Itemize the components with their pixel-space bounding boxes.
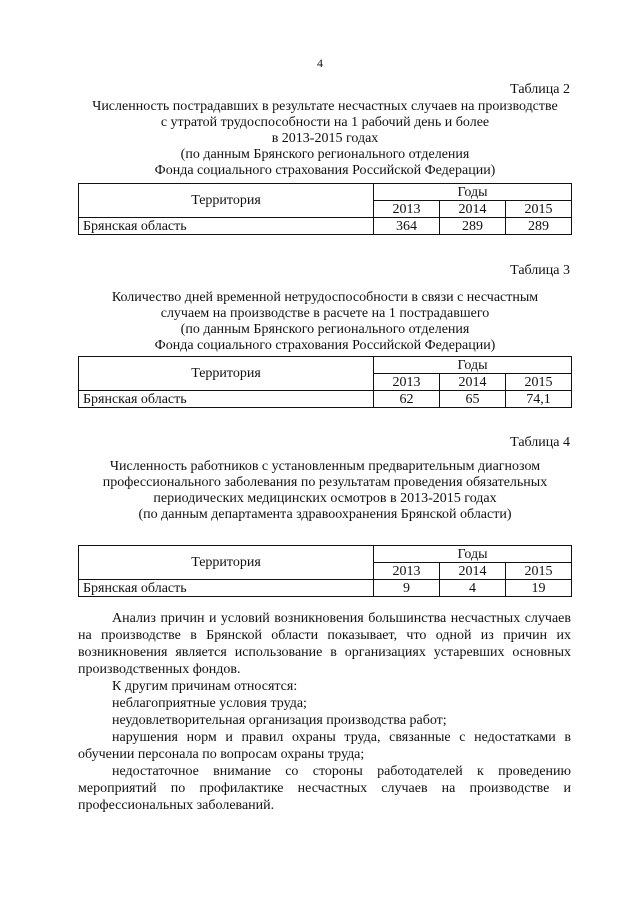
year-cell: 2013 xyxy=(374,201,440,218)
table4-caption xyxy=(60,459,590,523)
value-cell: 289 xyxy=(440,218,506,235)
value-cell: 65 xyxy=(440,391,506,408)
header-territory: Территория xyxy=(79,184,374,218)
value-cell: 364 xyxy=(374,218,440,235)
year-cell: 2014 xyxy=(440,201,506,218)
table-row xyxy=(79,218,572,235)
table-row xyxy=(79,580,572,597)
year-cell: 2013 xyxy=(374,563,440,580)
caption-line: профессионального заболевания по результатам проведения обязательных xyxy=(102,475,548,490)
paragraph: Анализ причин и условий возникновения большинства несчастных случаев на производстве в Брянской области показывает, что одной из причин их возникновения является использование в организациях устаревших основных производственных фондов. xyxy=(78,611,571,677)
table2-label: Таблица 2 xyxy=(510,82,570,97)
header-territory: Территория xyxy=(79,357,374,391)
paragraph: К другим причинам относятся: xyxy=(112,679,298,694)
value-cell: 19 xyxy=(506,580,572,597)
table2 xyxy=(78,183,572,235)
table2-caption xyxy=(60,99,590,179)
caption-line: Численность пострадавших в результате несчастных случаев на производстве xyxy=(92,99,558,114)
caption-line: (по данным департамента здравоохранения Брянской области) xyxy=(138,507,512,522)
list-item: неудовлетворительная организация производства работ; xyxy=(112,713,447,728)
caption-line: случаем на производстве в расчете на 1 пострадавшего xyxy=(160,306,490,321)
table3-caption xyxy=(60,290,590,354)
value-cell: 62 xyxy=(374,391,440,408)
value-cell: 289 xyxy=(506,218,572,235)
row-name: Брянская область xyxy=(79,218,374,235)
page-number: 4 xyxy=(317,56,323,70)
header-territory: Территория xyxy=(79,546,374,580)
caption-line: Фонда социального страхования Российской Федерации) xyxy=(154,163,496,178)
year-cell: 2015 xyxy=(506,374,572,391)
list-item: неблагоприятные условия труда; xyxy=(112,696,307,711)
header-years: Годы xyxy=(374,546,572,563)
value-cell: 4 xyxy=(440,580,506,597)
year-cell: 2013 xyxy=(374,374,440,391)
table4 xyxy=(78,545,572,597)
table3-label: Таблица 3 xyxy=(510,263,570,278)
value-cell: 74,1 xyxy=(506,391,572,408)
header-years: Годы xyxy=(374,184,572,201)
caption-line: с утратой трудоспособности на 1 рабочий день и более xyxy=(160,115,490,130)
caption-line: периодических медицинских осмотров в 2013-2015 годах xyxy=(153,491,497,506)
list-item: недостаточное внимание со стороны работодателей к проведению мероприятий по профилактике несчастных случаев на производстве и профессиональных заболеваний. xyxy=(78,764,571,813)
row-name: Брянская область xyxy=(79,391,374,408)
year-cell: 2015 xyxy=(506,201,572,218)
header-years: Годы xyxy=(374,357,572,374)
body-text xyxy=(78,610,571,814)
year-cell: 2014 xyxy=(440,563,506,580)
row-name: Брянская область xyxy=(79,580,374,597)
year-cell: 2014 xyxy=(440,374,506,391)
table4-label: Таблица 4 xyxy=(510,435,570,450)
year-cell: 2015 xyxy=(506,563,572,580)
table-row xyxy=(79,391,572,408)
table3 xyxy=(78,356,572,408)
caption-line: (по данным Брянского регионального отделения xyxy=(180,147,470,162)
caption-line: (по данным Брянского регионального отделения xyxy=(180,322,470,337)
caption-line: в 2013-2015 годах xyxy=(271,131,379,146)
list-item: нарушения норм и правил охраны труда, связанные с недостатками в обучении персонала по вопросам охраны труда; xyxy=(78,730,571,762)
caption-line: Количество дней временной нетрудоспособности в связи с несчастным xyxy=(111,290,539,305)
caption-line: Численность работников с установленным предварительным диагнозом xyxy=(109,459,541,474)
value-cell: 9 xyxy=(374,580,440,597)
caption-line: Фонда социального страхования Российской Федерации) xyxy=(154,338,496,353)
